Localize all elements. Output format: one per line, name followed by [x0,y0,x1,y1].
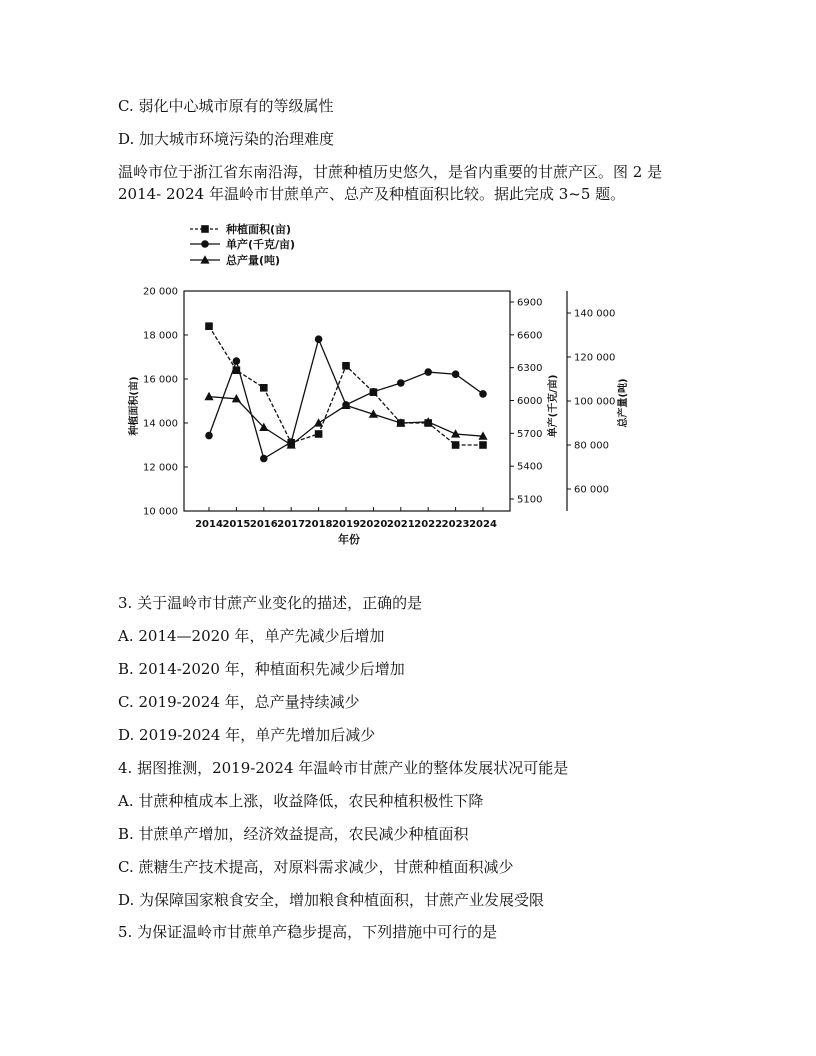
question-5: 5. 为保证温岭市甘蔗单产稳步提高，下列措施中可行的是 [118,923,498,941]
x-axis-label: 年份 [338,533,360,546]
series-point-square [479,441,487,449]
right-axis-label: 单产(千克/亩) [548,374,559,438]
q4-option-b: B. 甘蔗单产增加，经济效益提高，农民减少种植面积 [118,825,469,843]
legend-label: 总产量(吨) [226,254,281,267]
x-tick-label: 2014 [195,519,223,530]
x-tick-label: 2016 [249,519,278,530]
series-point-circle [452,370,460,378]
series-point-triangle [451,429,460,437]
x-tick-label: 2024 [469,519,497,530]
x-tick-label: 2018 [304,519,333,530]
left-tick-label: 20 000 [143,286,178,298]
q3-option-b: B. 2014-2020 年，种植面积先减少后增加 [118,660,405,678]
far-right-tick-label: 80 000 [574,440,609,452]
x-tick-label: 2022 [414,519,443,530]
right-tick-label: 5400 [517,461,543,473]
x-tick-label: 2021 [386,519,415,530]
series-line-circle [209,339,483,458]
series-point-triangle [314,418,323,426]
q4-option-a: A. 甘蔗种植成本上涨，收益降低，农民种植积极性下降 [118,792,484,810]
question-4: 4. 据图推测，2019-2024 年温岭市甘蔗产业的整体发展状况可能是 [118,759,569,777]
intro-line-2: 2014- 2024 年温岭市甘蔗单产、总产及种植面积比较。据此完成 3~5 题。 [118,185,626,203]
series-point-circle [205,432,213,440]
q4-option-c: C. 蔗糖生产技术提高，对原料需求减少，甘蔗种植面积减少 [118,858,514,876]
series-point-circle [260,455,268,463]
q3-option-a: A. 2014—2020 年，单产先减少后增加 [118,627,385,645]
right-tick-label: 6000 [517,396,543,407]
question-3: 3. 关于温岭市甘蔗产业变化的描述，正确的是 [118,594,423,612]
series-point-triangle [204,392,213,400]
intro-line-1: 温岭市位于浙江省东南沿海，甘蔗种植历史悠久，是省内重要的甘蔗产区。图 2 是 [118,163,663,181]
series-line-square [209,326,483,445]
left-tick-label: 18 000 [143,330,178,342]
far-right-tick-label: 140 000 [574,308,616,320]
x-tick-label: 2017 [277,519,306,530]
x-tick-label: 2015 [222,519,251,530]
legend-marker-square [201,225,209,233]
option-d-prev: D. 加大城市环境污染的治理难度 [118,130,335,148]
far-right-tick-label: 60 000 [574,484,609,496]
right-tick-label: 6600 [517,330,543,342]
series-point-circle [479,390,487,398]
q3-option-d: D. 2019-2024 年，单产先增加后减少 [118,726,376,744]
series-point-square [315,430,323,438]
left-tick-label: 14 000 [143,418,178,430]
left-tick-label: 16 000 [143,374,178,386]
legend-marker-circle [201,240,209,248]
left-axis-label: 种植面积(亩) [129,376,140,436]
series-point-circle [370,388,378,396]
x-tick-label: 2020 [359,519,388,530]
far-right-tick-label: 100 000 [574,396,616,408]
series-point-circle [315,335,323,343]
right-tick-label: 5700 [517,428,543,440]
far-right-axis-label: 总产量(吨) [618,378,629,428]
legend-label: 单产(千克/亩) [226,238,296,251]
left-tick-label: 12 000 [143,462,178,474]
x-tick-label: 2019 [332,519,360,530]
right-tick-label: 5100 [517,494,543,506]
series-point-square [452,441,460,449]
legend-label: 种植面积(亩) [226,223,292,236]
series-point-circle [424,368,432,376]
q4-option-d: D. 为保障国家粮食安全，增加粮食种植面积，甘蔗产业发展受限 [118,891,545,909]
q3-option-c: C. 2019-2024 年，总产量持续减少 [118,693,360,711]
x-tick-label: 2023 [441,519,470,530]
series-point-square [260,384,268,392]
series-point-square [342,362,350,370]
series-point-circle [397,379,405,387]
right-tick-label: 6300 [517,363,543,375]
series-point-square [205,322,213,330]
right-tick-label: 6900 [517,297,543,309]
series-point-circle [233,357,241,365]
far-right-tick-label: 120 000 [574,352,616,364]
left-tick-label: 10 000 [143,506,178,518]
option-c-prev: C. 弱化中心城市原有的等级属性 [118,97,334,115]
